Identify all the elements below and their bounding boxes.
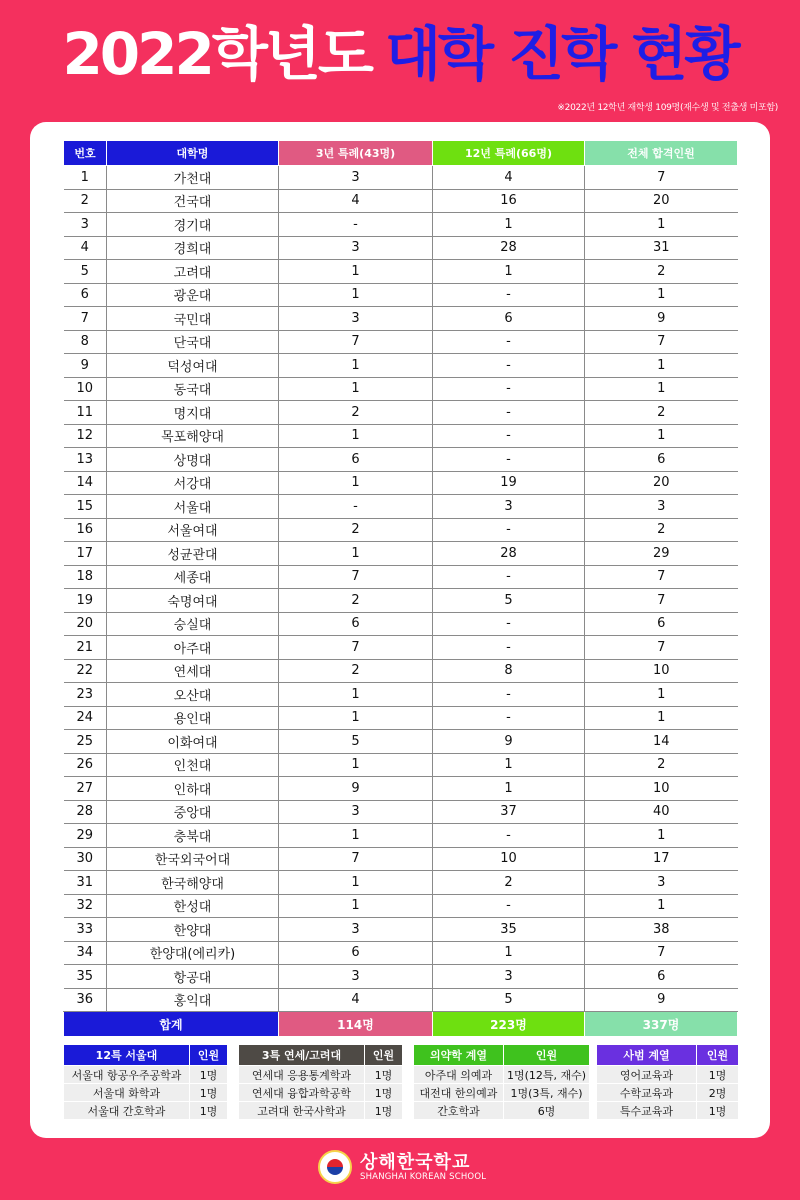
row-total: 9 (585, 307, 738, 331)
table-row (64, 636, 738, 660)
sub-table-row (64, 1102, 228, 1120)
table-row (64, 354, 738, 378)
row-total: 7 (585, 636, 738, 660)
row-12year: 19 (433, 471, 585, 495)
row-no: 16 (64, 518, 107, 542)
table-row (64, 824, 738, 848)
table-row (64, 401, 738, 425)
row-university: 덕성여대 (107, 354, 279, 378)
page-title (0, 14, 800, 94)
row-no: 34 (64, 941, 107, 965)
table-row (64, 753, 738, 777)
row-no: 24 (64, 706, 107, 730)
row-university: 경희대 (107, 236, 279, 260)
sub-table-row (64, 1066, 228, 1084)
row-total: 10 (585, 777, 738, 801)
table-row (64, 377, 738, 401)
row-university: 중앙대 (107, 800, 279, 824)
table-row (64, 565, 738, 589)
row-university: 단국대 (107, 330, 279, 354)
footnote: ※2022년 12학년 재학생 109명(재수생 및 전출생 미포함) (557, 103, 778, 113)
row-no: 8 (64, 330, 107, 354)
row-university: 용인대 (107, 706, 279, 730)
row-no: 23 (64, 683, 107, 707)
row-12year: 9 (433, 730, 585, 754)
row-university: 상명대 (107, 448, 279, 472)
row-university: 세종대 (107, 565, 279, 589)
row-university: 연세대 (107, 659, 279, 683)
row-no: 28 (64, 800, 107, 824)
row-3year: 1 (279, 283, 433, 307)
title-year: 2022학년도 (62, 20, 371, 88)
sub-header-row (64, 1045, 228, 1066)
sub-header-row (239, 1045, 403, 1066)
row-3year: 7 (279, 330, 433, 354)
row-no: 12 (64, 424, 107, 448)
row-12year: 16 (433, 189, 585, 213)
row-12year: 1 (433, 941, 585, 965)
table-row (64, 471, 738, 495)
row-total: 40 (585, 800, 738, 824)
row-no: 32 (64, 894, 107, 918)
row-total: 20 (585, 471, 738, 495)
sub-header-count: 인원 (697, 1045, 739, 1066)
row-no: 31 (64, 871, 107, 895)
row-total: 1 (585, 894, 738, 918)
row-3year: 2 (279, 589, 433, 613)
row-12year: 1 (433, 777, 585, 801)
row-total: 10 (585, 659, 738, 683)
row-12year: - (433, 894, 585, 918)
sub-count: 6명 (504, 1102, 590, 1120)
table-row (64, 542, 738, 566)
row-no: 1 (64, 166, 107, 190)
row-3year: 3 (279, 800, 433, 824)
row-12year: 37 (433, 800, 585, 824)
row-total: 1 (585, 377, 738, 401)
sub-header-category: 의약학 계열 (414, 1045, 504, 1066)
row-3year: 3 (279, 166, 433, 190)
row-no: 30 (64, 847, 107, 871)
row-12year: 10 (433, 847, 585, 871)
row-3year: 1 (279, 377, 433, 401)
table-row (64, 424, 738, 448)
row-3year: 1 (279, 824, 433, 848)
row-university: 오산대 (107, 683, 279, 707)
sum-label: 합계 (64, 1012, 279, 1037)
row-total: 31 (585, 236, 738, 260)
row-no: 20 (64, 612, 107, 636)
row-12year: - (433, 636, 585, 660)
row-university: 서울대 (107, 495, 279, 519)
sub-department: 서울대 항공우주공학과 (64, 1066, 190, 1084)
table-row (64, 777, 738, 801)
table-row (64, 871, 738, 895)
row-3year: 1 (279, 471, 433, 495)
table-row (64, 918, 738, 942)
row-no: 2 (64, 189, 107, 213)
row-no: 29 (64, 824, 107, 848)
row-12year: - (433, 683, 585, 707)
row-no: 21 (64, 636, 107, 660)
sub-count: 2명 (697, 1084, 739, 1102)
school-name-en: SHANGHAI KOREAN SCHOOL (360, 1172, 487, 1182)
table-row (64, 518, 738, 542)
row-university: 건국대 (107, 189, 279, 213)
row-total: 38 (585, 918, 738, 942)
sub-count: 1명 (190, 1084, 228, 1102)
row-no: 11 (64, 401, 107, 425)
row-3year: 1 (279, 260, 433, 284)
row-3year: 1 (279, 354, 433, 378)
header-3year: 3년 특례(43명) (279, 141, 433, 166)
row-3year: 1 (279, 424, 433, 448)
row-university: 인하대 (107, 777, 279, 801)
seoul-univ-table (63, 1044, 228, 1120)
sub-table-row (414, 1102, 590, 1120)
sub-count: 1명(12특, 재수) (504, 1066, 590, 1084)
sub-header-count: 인원 (190, 1045, 228, 1066)
row-total: 7 (585, 565, 738, 589)
row-12year: 5 (433, 988, 585, 1012)
table-row (64, 213, 738, 237)
row-no: 10 (64, 377, 107, 401)
row-university: 한국외국어대 (107, 847, 279, 871)
row-university: 국민대 (107, 307, 279, 331)
sub-department: 고려대 한국사학과 (239, 1102, 365, 1120)
row-total: 6 (585, 612, 738, 636)
row-total: 2 (585, 260, 738, 284)
row-12year: - (433, 706, 585, 730)
row-university: 아주대 (107, 636, 279, 660)
row-no: 17 (64, 542, 107, 566)
table-row (64, 800, 738, 824)
row-total: 6 (585, 965, 738, 989)
row-12year: 28 (433, 542, 585, 566)
sub-count: 1명 (697, 1066, 739, 1084)
school-emblem-icon (318, 1150, 352, 1184)
row-no: 13 (64, 448, 107, 472)
row-university: 홍익대 (107, 988, 279, 1012)
row-university: 서울여대 (107, 518, 279, 542)
row-no: 25 (64, 730, 107, 754)
sub-count: 1명 (190, 1066, 228, 1084)
row-university: 고려대 (107, 260, 279, 284)
row-12year: - (433, 401, 585, 425)
sub-department: 연세대 응용통계학과 (239, 1066, 365, 1084)
row-no: 5 (64, 260, 107, 284)
sub-department: 수학교육과 (597, 1084, 697, 1102)
row-12year: 28 (433, 236, 585, 260)
row-total: 29 (585, 542, 738, 566)
row-total: 7 (585, 589, 738, 613)
row-12year: 5 (433, 589, 585, 613)
row-3year: 9 (279, 777, 433, 801)
row-12year: - (433, 448, 585, 472)
row-3year: 2 (279, 518, 433, 542)
row-12year: 6 (433, 307, 585, 331)
row-12year: 1 (433, 213, 585, 237)
row-3year: 5 (279, 730, 433, 754)
table-header-row (64, 141, 738, 166)
title-main: 대학 진학 현황 (384, 20, 738, 88)
school-name-ko: 상해한국학교 (360, 1152, 471, 1173)
sub-table-row (239, 1084, 403, 1102)
sum-12year: 223명 (433, 1012, 585, 1037)
row-no: 15 (64, 495, 107, 519)
sub-department: 아주대 의예과 (414, 1066, 504, 1084)
table-row (64, 495, 738, 519)
row-total: 1 (585, 213, 738, 237)
sub-table-row (414, 1084, 590, 1102)
row-3year: 7 (279, 847, 433, 871)
row-no: 27 (64, 777, 107, 801)
header-total: 전체 합격인원 (585, 141, 738, 166)
row-no: 26 (64, 753, 107, 777)
row-12year: 3 (433, 965, 585, 989)
sum-row (64, 1012, 738, 1037)
row-3year: 3 (279, 236, 433, 260)
school-logo (318, 1148, 488, 1188)
sub-count: 1명 (365, 1084, 403, 1102)
row-total: 7 (585, 941, 738, 965)
row-no: 4 (64, 236, 107, 260)
row-3year: 6 (279, 448, 433, 472)
header-12year: 12년 특례(66명) (433, 141, 585, 166)
row-12year: - (433, 824, 585, 848)
row-12year: 8 (433, 659, 585, 683)
row-3year: 2 (279, 401, 433, 425)
table-row (64, 166, 738, 190)
sub-table-row (239, 1066, 403, 1084)
content-card (30, 122, 770, 1138)
sub-count: 1명 (190, 1102, 228, 1120)
row-3year: 1 (279, 683, 433, 707)
row-university: 경기대 (107, 213, 279, 237)
row-total: 20 (585, 189, 738, 213)
row-university: 인천대 (107, 753, 279, 777)
row-university: 한양대(에리카) (107, 941, 279, 965)
table-row (64, 448, 738, 472)
sub-department: 서울대 간호학과 (64, 1102, 190, 1120)
row-total: 7 (585, 330, 738, 354)
row-total: 14 (585, 730, 738, 754)
row-12year: - (433, 283, 585, 307)
row-total: 2 (585, 518, 738, 542)
sub-department: 연세대 융합과학공학 (239, 1084, 365, 1102)
row-university: 성균관대 (107, 542, 279, 566)
row-3year: 3 (279, 965, 433, 989)
row-total: 6 (585, 448, 738, 472)
row-3year: 1 (279, 542, 433, 566)
row-university: 명지대 (107, 401, 279, 425)
row-3year: 1 (279, 871, 433, 895)
row-3year: - (279, 213, 433, 237)
row-no: 19 (64, 589, 107, 613)
medical-table (413, 1044, 590, 1120)
yonsei-korea-table (238, 1044, 403, 1120)
row-university: 숙명여대 (107, 589, 279, 613)
sub-count: 1명 (365, 1066, 403, 1084)
sub-header-row (597, 1045, 739, 1066)
row-12year: - (433, 565, 585, 589)
table-row (64, 988, 738, 1012)
table-row (64, 847, 738, 871)
table-row (64, 189, 738, 213)
row-total: 1 (585, 824, 738, 848)
sub-header-category: 12특 서울대 (64, 1045, 190, 1066)
row-12year: 35 (433, 918, 585, 942)
row-total: 1 (585, 683, 738, 707)
sub-header-category: 3특 연세/고려대 (239, 1045, 365, 1066)
row-3year: 7 (279, 636, 433, 660)
sub-header-count: 인원 (365, 1045, 403, 1066)
row-3year: 4 (279, 988, 433, 1012)
table-row (64, 330, 738, 354)
row-no: 33 (64, 918, 107, 942)
sum-3year: 114명 (279, 1012, 433, 1037)
sub-table-row (597, 1066, 739, 1084)
row-3year: - (279, 495, 433, 519)
row-no: 3 (64, 213, 107, 237)
row-12year: - (433, 377, 585, 401)
sub-department: 서울대 화학과 (64, 1084, 190, 1102)
row-university: 광운대 (107, 283, 279, 307)
row-no: 6 (64, 283, 107, 307)
row-12year: 1 (433, 260, 585, 284)
sub-department: 특수교육과 (597, 1102, 697, 1120)
row-university: 한양대 (107, 918, 279, 942)
row-12year: - (433, 330, 585, 354)
sub-header-count: 인원 (504, 1045, 590, 1066)
row-university: 한성대 (107, 894, 279, 918)
sub-department: 대전대 한의예과 (414, 1084, 504, 1102)
sub-table-row (597, 1102, 739, 1120)
row-no: 7 (64, 307, 107, 331)
table-row (64, 260, 738, 284)
row-3year: 6 (279, 941, 433, 965)
row-3year: 4 (279, 189, 433, 213)
sub-table-row (414, 1066, 590, 1084)
sub-count: 1명 (365, 1102, 403, 1120)
row-university: 목포해양대 (107, 424, 279, 448)
row-university: 동국대 (107, 377, 279, 401)
table-row (64, 589, 738, 613)
sub-table-row (239, 1102, 403, 1120)
sum-total: 337명 (585, 1012, 738, 1037)
row-3year: 1 (279, 753, 433, 777)
header-university: 대학명 (107, 141, 279, 166)
table-row (64, 307, 738, 331)
row-no: 14 (64, 471, 107, 495)
row-no: 9 (64, 354, 107, 378)
sub-department: 영어교육과 (597, 1066, 697, 1084)
row-3year: 2 (279, 659, 433, 683)
row-university: 한국해양대 (107, 871, 279, 895)
row-12year: 3 (433, 495, 585, 519)
row-university: 항공대 (107, 965, 279, 989)
row-total: 1 (585, 283, 738, 307)
row-university: 서강대 (107, 471, 279, 495)
row-3year: 3 (279, 307, 433, 331)
row-total: 2 (585, 401, 738, 425)
row-total: 7 (585, 166, 738, 190)
table-row (64, 730, 738, 754)
row-total: 3 (585, 871, 738, 895)
row-3year: 1 (279, 706, 433, 730)
row-university: 이화여대 (107, 730, 279, 754)
row-12year: 2 (433, 871, 585, 895)
row-total: 9 (585, 988, 738, 1012)
table-row (64, 612, 738, 636)
sub-count: 1명 (697, 1102, 739, 1120)
sub-table-row (64, 1084, 228, 1102)
row-3year: 1 (279, 894, 433, 918)
row-12year: - (433, 424, 585, 448)
sub-department: 간호학과 (414, 1102, 504, 1120)
row-12year: 4 (433, 166, 585, 190)
row-total: 1 (585, 424, 738, 448)
row-no: 22 (64, 659, 107, 683)
row-no: 35 (64, 965, 107, 989)
sub-count: 1명(3특, 재수) (504, 1084, 590, 1102)
table-row (64, 236, 738, 260)
header-no: 번호 (64, 141, 107, 166)
row-no: 18 (64, 565, 107, 589)
row-total: 2 (585, 753, 738, 777)
row-12year: - (433, 518, 585, 542)
row-3year: 6 (279, 612, 433, 636)
row-3year: 7 (279, 565, 433, 589)
table-row (64, 965, 738, 989)
sub-header-row (414, 1045, 590, 1066)
row-3year: 3 (279, 918, 433, 942)
row-no: 36 (64, 988, 107, 1012)
row-total: 3 (585, 495, 738, 519)
table-row (64, 894, 738, 918)
table-row (64, 659, 738, 683)
admission-table (63, 140, 738, 1037)
row-university: 숭실대 (107, 612, 279, 636)
row-university: 가천대 (107, 166, 279, 190)
education-table (596, 1044, 739, 1120)
row-12year: - (433, 612, 585, 636)
row-12year: - (433, 354, 585, 378)
row-total: 1 (585, 354, 738, 378)
row-total: 17 (585, 847, 738, 871)
table-row (64, 941, 738, 965)
table-row (64, 283, 738, 307)
sub-table-row (597, 1084, 739, 1102)
row-total: 1 (585, 706, 738, 730)
row-12year: 1 (433, 753, 585, 777)
sub-header-category: 사범 계열 (597, 1045, 697, 1066)
row-university: 충북대 (107, 824, 279, 848)
table-row (64, 706, 738, 730)
table-row (64, 683, 738, 707)
